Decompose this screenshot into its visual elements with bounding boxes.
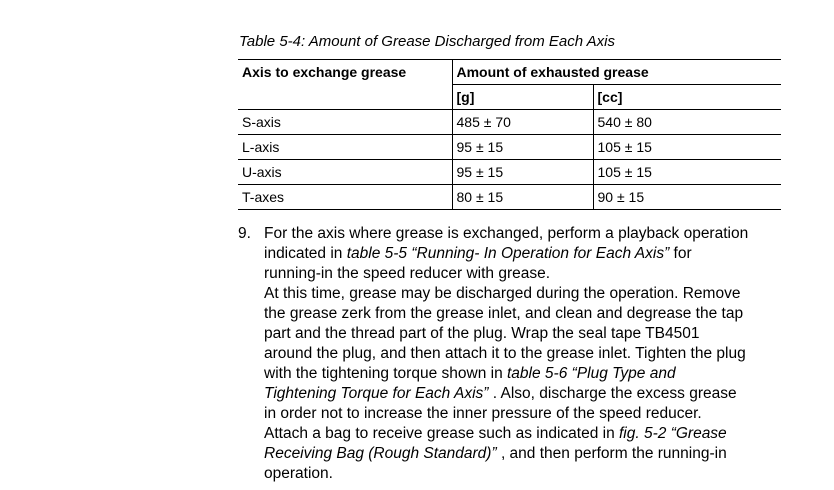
table-reference-link: table 5-5 “Running- In Operation for Each Axis” <box>346 245 670 262</box>
step-line: running-in the speed reducer with grease. <box>264 265 551 282</box>
table-row <box>238 135 781 160</box>
table-reference-link: table 5-6 “Plug Type and <box>507 365 676 382</box>
step-body <box>264 224 788 484</box>
figure-reference-link: fig. 5-2 “Grease <box>619 425 727 442</box>
cc-cell: 90 ± 15 <box>593 185 781 210</box>
line-text: Attach a bag to receive grease such as indicated in <box>264 425 619 442</box>
axis-cell: L-axis <box>238 135 452 160</box>
axis-column-header: Axis to exchange grease <box>238 60 452 85</box>
step-line: in order not to increase the inner pressure of the speed reducer. <box>264 405 702 422</box>
step-line: around the plug, and then attach it to the grease inlet. Tighten the plug <box>264 345 746 362</box>
line-text: indicated in <box>264 245 347 262</box>
step-line <box>264 444 788 464</box>
step-line <box>264 244 788 264</box>
step-line: the grease zerk from the grease inlet, and clean and degrease the tap <box>264 305 744 322</box>
table-row <box>238 160 781 185</box>
step-number: 9. <box>238 225 251 242</box>
cc-cell: 105 ± 15 <box>593 135 781 160</box>
line-text: for <box>669 245 692 262</box>
amount-group-header: Amount of exhausted grease <box>452 60 781 85</box>
grams-cell: 95 ± 15 <box>452 135 593 160</box>
table-row <box>238 110 781 135</box>
table-header-row <box>238 60 781 85</box>
line-text: . Also, discharge the excess grease <box>488 385 737 402</box>
grease-discharge-table <box>238 59 781 210</box>
step-line: operation. <box>264 465 333 482</box>
table-caption: Table 5-4: Amount of Grease Discharged from Each Axis <box>239 33 616 50</box>
empty-cell <box>238 85 452 110</box>
table-row <box>238 185 781 210</box>
step-line <box>264 364 788 384</box>
axis-cell: S-axis <box>238 110 452 135</box>
unit-g-header: [g] <box>452 85 593 110</box>
table-reference-link: Tightening Torque for Each Axis” <box>264 385 489 402</box>
table-unit-row <box>238 85 781 110</box>
unit-cc-header: [cc] <box>593 85 781 110</box>
step-9 <box>238 224 788 484</box>
axis-cell: T-axes <box>238 185 452 210</box>
line-text: with the tightening torque shown in <box>264 365 507 382</box>
cc-cell: 105 ± 15 <box>593 160 781 185</box>
axis-cell: U-axis <box>238 160 452 185</box>
figure-reference-link: Receiving Bag (Rough Standard)” <box>264 445 497 462</box>
grams-cell: 95 ± 15 <box>452 160 593 185</box>
step-line: part and the thread part of the plug. Wrap the seal tape TB4501 <box>264 325 700 342</box>
step-line <box>264 424 788 444</box>
step-line: For the axis where grease is exchanged, perform a playback operation <box>264 225 749 242</box>
grams-cell: 80 ± 15 <box>452 185 593 210</box>
step-line <box>264 384 788 404</box>
line-text: , and then perform the running-in <box>496 445 727 462</box>
grams-cell: 485 ± 70 <box>452 110 593 135</box>
cc-cell: 540 ± 80 <box>593 110 781 135</box>
step-line: At this time, grease may be discharged during the operation. Remove <box>264 285 741 302</box>
